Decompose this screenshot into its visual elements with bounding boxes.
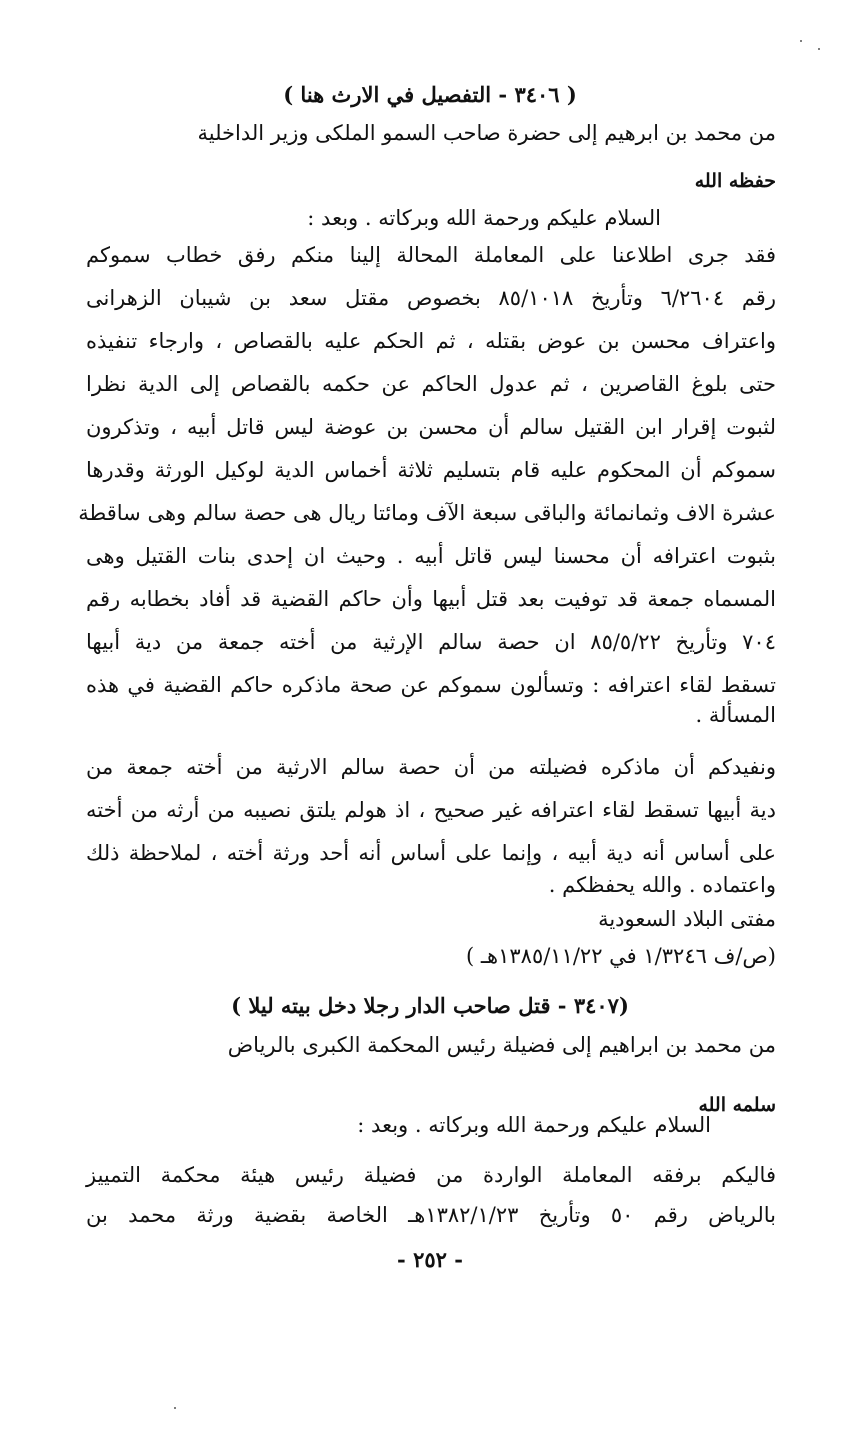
scan-speck [174,1407,176,1409]
scan-speck [800,40,802,42]
letter-3406-body-line: واعتراف محسن بن عوض بقتله ، ثم الحكم عليه بالقصاص ، وارجاء تنفيذه [86,329,776,353]
page-number: - ٢٥٢ - [397,1247,463,1272]
letter-3406-body-line: بثبوت اعترافه أن محسنا ليس قاتل أبيه . وحيث ان إحدى بنات القتيل وهى [86,544,776,568]
letter-3406-greeting: السلام عليكم ورحمة الله وبركاته . وبعد : [307,206,661,230]
letter-3406-reply-line: واعتماده . والله يحفظكم . [548,873,776,897]
letter-3406-body-line: رقم ٦/٢٦٠٤ وتأريخ ٨٥/١٠١٨ بخصوص مقتل سعد بن شيبان الزهرانى [86,286,776,310]
letter-3407-body-line: بالرياض رقم ٥٠ وتأريخ ١٣٨٢/١/٢٣هـ الخاصة بقضية ورثة محمد بن [86,1203,777,1227]
scan-speck [818,48,820,50]
letter-3406-from-line: من محمد بن ابرهيم إلى حضرة صاحب السمو الملكى وزير الداخلية [197,121,776,145]
letter-3407-body-line: فاليكم برفقه المعاملة الواردة من فضيلة رئيس هيئة محكمة التمييز [86,1163,776,1187]
signature: مفتى البلاد السعودية [598,907,776,931]
letter-3407-from-line: من محمد بن ابراهيم إلى فضيلة رئيس المحكمة الكبرى بالرياض [227,1033,776,1057]
letter-3406-body-line: المسألة . [695,703,776,727]
letter-3407-greeting: السلام عليكم ورحمة الله وبركاته . وبعد : [357,1113,711,1137]
letter-3406-body-line: حتى بلوغ القاصرين ، ثم عدول الحاكم عن حكمه بالقصاص إلى الدية نظرا [86,372,776,396]
letter-3406-body-line: تسقط لقاء اعترافه : وتسألون سموكم عن صحة ماذكره حاكم القضية في هذه [86,673,776,697]
letter-3406-body-line: لثبوت إقرار ابن القتيل سالم أن محسن بن عوضة ليس قاتل أبيه ، وتذكرون [86,415,776,439]
letter-3407-heading: (٣٤٠٧ - قتل صاحب الدار رجلا دخل بيته ليلا ) [231,993,629,1018]
letter-3406-body-line: المسماه جمعة قد توفيت بعد قتل أبيها وأن حاكم القضية قد أفاد بخطابه رقم [86,587,776,611]
letter-3406-reply-line: على أساس أنه دية أبيه ، وإنما على أساس أنه أحد ورثة أخته ، لملاحظة ذلك [86,841,776,865]
letter-3406-heading: ( ٣٤٠٦ - التفصيل في الارث هنا ) [283,82,577,107]
letter-3406-reply-line: دية أبيها تسقط لقاء اعترافه غير صحيح ، اذ هولم يلتق نصيبه من أرثه من أخته [86,798,776,822]
letter-3406-body-line: ٧٠٤ وتأريخ ٨٥/٥/٢٢ ان حصة سالم الإرثية من أخته جمعة من دية أبيها [86,630,776,654]
letter-3407-blessing: سلمه الله [698,1094,776,1116]
letter-3406-reply-line: ونفيدكم أن ماذكره فضيلته من أن حصة سالم الارثية من أخته جمعة من [86,755,776,779]
letter-3406-body-line: سموكم أن المحكوم عليه قام بتسليم ثلاثة أخماس الدية لوكيل الورثة وقدرها [86,458,776,482]
letter-3406-body-line: عشرة الاف وثمانمائة والباقى سبعة الآف ومائتا ريال هى حصة سالم وهى ساقطة [78,501,776,525]
archive-reference: (ص/ف ١/٣٢٤٦ في ١٣٨٥/١١/٢٢هـ ) [466,944,776,968]
letter-3406-body-line: فقد جرى اطلاعنا على المعاملة المحالة إلينا منكم رفق خطاب سموكم [86,243,776,267]
letter-3406-blessing: حفظه الله [694,170,776,192]
